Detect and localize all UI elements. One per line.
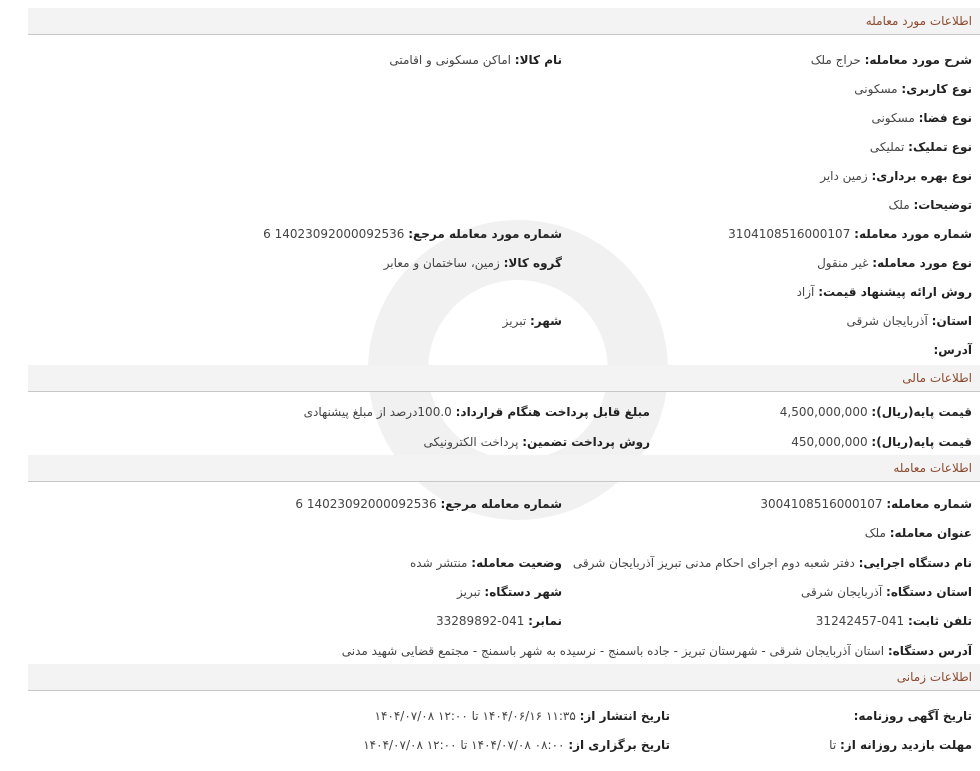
payable-label: مبلغ قابل پرداخت هنگام قرارداد: [455,405,650,419]
row-deal-province [28,582,980,602]
space-label: نوع فضا: [918,111,972,125]
notes-label: توضیحات: [913,198,972,212]
section-time-header [28,664,980,691]
row-province [28,311,980,331]
row-time-news [28,706,980,726]
row-deal-address [28,641,980,661]
section-financial-title: اطلاعات مالی [902,371,972,385]
section-item-header [28,8,980,35]
row-address [28,340,980,360]
org-city-value: تبریز [457,585,481,599]
org-province-label: استان دستگاه: [886,585,972,599]
item-ref-label: شماره مورد معامله مرجع: [408,227,562,241]
row-method [28,282,980,302]
row-type [28,253,980,273]
deal-number-label: شماره معامله: [886,497,972,511]
guarantee-label: روش پرداخت تضمین: [522,435,650,449]
deal-number-value: 3004108516000107 [760,497,883,511]
province-label: استان: [931,314,972,328]
method-value: آزاد [796,285,815,299]
row-space [28,108,980,128]
visit-value: تا [829,738,837,752]
section-time-title: اطلاعات زمانی [896,670,972,684]
org-address-value: استان آذربایجان شرقی - شهرستان تبریز - جاده باسمنج - نرسیده به شهر باسمنج - مجتمع قضایی شهید مدنی [341,644,885,658]
deal-ref-value: 14023092000092536 6 [295,497,437,511]
row-number [28,224,980,244]
fax-value: 041-33289892 [436,614,525,628]
publish-label: تاریخ انتشار از: [579,709,670,723]
desc-value: حراج ملک [810,53,861,67]
method-label: روش ارائه پیشنهاد قیمت: [818,285,972,299]
phone-value: 041-31242457 [815,614,905,628]
section-deal-header [28,455,980,482]
hold-label: تاریخ برگزاری از: [568,738,670,752]
base-price2-label: قیمت پایه(ریال): [871,435,972,449]
row-deal-org [28,553,980,573]
phone-label: تلفن ثابت: [907,614,972,628]
row-base1 [28,402,980,422]
row-deal-title [28,523,980,543]
org-province-value: آذربایجان شرقی [800,585,883,599]
base-price-value: 4,500,000,000 [779,405,868,419]
section-item-title: اطلاعات مورد معامله [865,14,972,28]
row-usage [28,79,980,99]
base-price-label: قیمت پایه(ریال): [871,405,972,419]
exploit-label: نوع بهره برداری: [871,169,972,183]
item-number-label: شماره مورد معامله: [854,227,972,241]
org-address-label: آدرس دستگاه: [887,644,972,658]
row-exploit [28,166,980,186]
section-financial-header [28,365,980,392]
exploit-value: زمین دایر [820,169,868,183]
goods-label: نام کالا: [514,53,562,67]
usage-value: مسکونی [854,82,898,96]
group-value: زمین، ساختمان و معابر [383,256,500,270]
goods-value: اماکن مسکونی و اقامتی [389,53,511,67]
group-label: گروه کالا: [503,256,562,270]
city-value: تبریز [502,314,527,328]
status-value: منتشر شده [409,556,468,570]
deal-title-label: عنوان معامله: [889,526,972,540]
address-label: آدرس: [933,343,972,357]
payable-value: 100.0درصد از مبلغ پیشنهادی [303,405,452,419]
status-label: وضعیت معامله: [471,556,562,570]
province-value: آذربایجان شرقی [846,314,928,328]
guarantee-value: پرداخت الکترونیکی [423,435,519,449]
deal-ref-label: شماره معامله مرجع: [440,497,562,511]
visit-label: مهلت بازدید روزانه از: [840,738,972,752]
fax-label: نمابر: [528,614,562,628]
deal-title-value: ملک [864,526,886,540]
news-date-label: تاریخ آگهی روزنامه: [853,709,972,723]
city-label: شهر: [530,314,562,328]
org-value: دفتر شعبه دوم اجرای احکام مدنی تبریز آذربایجان شرقی [572,556,855,570]
publish-value: ۱۱:۳۵ ۱۴۰۴/۰۶/۱۶ تا ۱۲:۰۰ ۱۴۰۴/۰۷/۰۸ [374,709,576,723]
desc-label: شرح مورد معامله: [864,53,972,67]
space-value: مسکونی [871,111,915,125]
org-label: نام دستگاه اجرایی: [858,556,972,570]
section-deal-title: اطلاعات معامله [893,461,972,475]
usage-label: نوع کاربری: [901,82,972,96]
row-deal-phone [28,611,980,631]
org-city-label: شهر دستگاه: [484,585,562,599]
row-ownership [28,137,980,157]
row-time-visit [28,735,980,755]
item-type-label: نوع مورد معامله: [872,256,972,270]
row-deal-number [28,494,980,514]
ownership-value: تملیکی [869,140,905,154]
item-number-value: 3104108516000107 [728,227,851,241]
base-price2-value: 450,000,000 [791,435,868,449]
row-desc [28,50,980,70]
hold-value: ۰۸:۰۰ ۱۴۰۴/۰۷/۰۸ تا ۱۲:۰۰ ۱۴۰۴/۰۷/۰۸ [363,738,565,752]
ownership-label: نوع تملیک: [908,140,972,154]
item-type-value: غیر منقول [817,256,869,270]
row-notes [28,195,980,215]
notes-value: ملک [888,198,910,212]
row-base2 [28,432,980,452]
page [28,0,980,771]
item-ref-value: 14023092000092536 6 [263,227,405,241]
